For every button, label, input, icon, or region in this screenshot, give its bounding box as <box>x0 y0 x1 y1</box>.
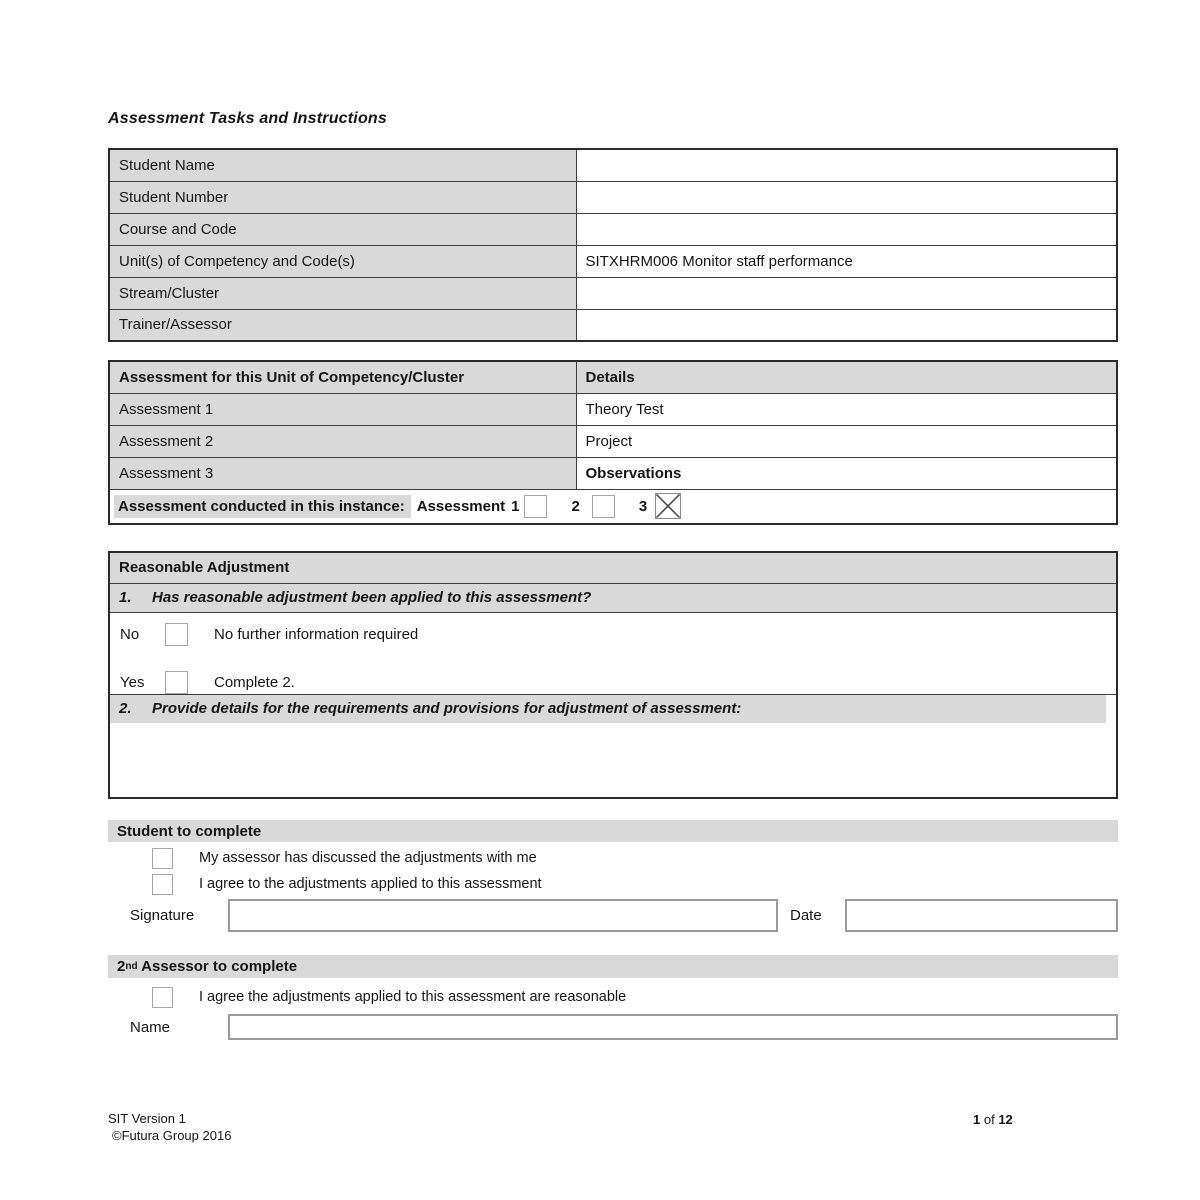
assessor-title-prefix: 2 <box>117 958 126 975</box>
assessment-3-checkbox-checked[interactable] <box>655 493 681 519</box>
student-checkbox-row-2 <box>108 872 1118 896</box>
conducted-option-1-number: 1 <box>511 497 520 515</box>
agree-adjustments-text: I agree to the adjustments applied to this assessment <box>199 876 542 892</box>
reasonable-adjustment-table <box>108 551 1118 799</box>
question-1-text: Has reasonable adjustment been applied to this assessment? <box>152 589 592 606</box>
assessment-1-label: Assessment 1 <box>109 393 576 425</box>
footer-page-of: of <box>980 1112 999 1127</box>
table-row <box>109 612 1117 694</box>
stream-cluster-field[interactable] <box>576 277 1117 309</box>
table-row <box>109 457 1117 489</box>
signature-input[interactable] <box>228 899 778 932</box>
no-option-text: No further information required <box>214 625 419 643</box>
assessment-table <box>108 360 1118 525</box>
question-1-line <box>119 589 1108 606</box>
trainer-assessor-label: Trainer/Assessor <box>109 309 576 341</box>
no-label: No <box>120 625 140 643</box>
student-number-field[interactable] <box>576 181 1117 213</box>
assessor-discussed-text: My assessor has discussed the adjustments with me <box>199 850 537 866</box>
student-info-table <box>108 148 1118 342</box>
assessment-2-label: Assessment 2 <box>109 425 576 457</box>
no-option-row <box>110 623 1116 646</box>
table-header-row <box>109 552 1117 583</box>
table-row <box>109 583 1117 612</box>
assessor-agree-checkbox[interactable] <box>152 987 173 1008</box>
date-input[interactable] <box>845 899 1118 932</box>
conducted-option-2-number: 2 <box>571 497 580 515</box>
footer-version: SIT Version 1 <box>108 1111 186 1126</box>
footer-page-total: 12 <box>998 1112 1013 1127</box>
no-checkbox[interactable] <box>165 623 188 646</box>
question-2-text: Provide details for the requirements and provisions for adjustment of assessment: <box>152 700 742 717</box>
stream-cluster-label: Stream/Cluster <box>109 277 576 309</box>
conducted-option-3-number: 3 <box>638 497 648 515</box>
assessor-discussed-checkbox[interactable] <box>152 848 173 869</box>
name-label: Name <box>130 1018 171 1036</box>
question-2-line <box>119 700 741 717</box>
question-2-band <box>110 695 1106 723</box>
student-checkbox-row-1 <box>108 846 1118 870</box>
yes-label: Yes <box>120 673 145 691</box>
conducted-prefix: Assessment <box>416 497 506 515</box>
student-number-label: Student Number <box>109 181 576 213</box>
table-row <box>109 277 1117 309</box>
assessment-1-checkbox[interactable] <box>524 495 547 518</box>
table-row <box>109 245 1117 277</box>
name-row <box>108 1014 1118 1040</box>
footer-copyright: ©Futura Group 2016 <box>112 1128 232 1143</box>
student-to-complete-header: Student to complete <box>108 820 1118 842</box>
agree-adjustments-checkbox[interactable] <box>152 874 173 895</box>
trainer-assessor-field[interactable] <box>576 309 1117 341</box>
assessment-conducted-row <box>114 493 1108 519</box>
student-name-field[interactable] <box>576 149 1117 181</box>
document-page <box>108 0 1118 1040</box>
table-row <box>109 425 1117 457</box>
assessment-header-col2: Details <box>576 361 1117 393</box>
assessor-agree-text: I agree the adjustments applied to this assessment are reasonable <box>199 989 627 1005</box>
x-mark-icon <box>656 494 680 518</box>
question-1-number: 1. <box>119 589 132 606</box>
conducted-highlight-label: Assessment conducted in this instance: <box>114 495 411 518</box>
assessor-checkbox-row <box>108 985 1118 1009</box>
assessment-header-col1: Assessment for this Unit of Competency/Cluster <box>109 361 576 393</box>
question-2-number: 2. <box>119 700 132 717</box>
page-title: Assessment Tasks and Instructions <box>108 110 387 127</box>
yes-option-row <box>110 671 1116 694</box>
name-input[interactable] <box>228 1014 1118 1040</box>
course-code-label: Course and Code <box>109 213 576 245</box>
assessor-title-rest: Assessor to complete <box>137 958 298 975</box>
assessment-2-checkbox[interactable] <box>592 495 615 518</box>
signature-row <box>108 899 1118 932</box>
footer-page-current: 1 <box>973 1112 981 1127</box>
table-row <box>109 694 1117 798</box>
table-row <box>109 393 1117 425</box>
unit-competency-value: SITXHRM006 Monitor staff performance <box>576 245 1117 277</box>
unit-competency-label: Unit(s) of Competency and Code(s) <box>109 245 576 277</box>
signature-label: Signature <box>130 907 195 924</box>
table-row <box>109 213 1117 245</box>
yes-checkbox[interactable] <box>165 671 188 694</box>
second-assessor-header: 2 nd Assessor to complete <box>108 955 1118 978</box>
table-row <box>109 489 1117 524</box>
date-label: Date <box>790 907 822 924</box>
yes-option-text: Complete 2. <box>214 673 295 691</box>
footer-page-number <box>973 1112 1013 1127</box>
table-row <box>109 309 1117 341</box>
table-row <box>109 181 1117 213</box>
table-row <box>109 149 1117 181</box>
course-code-field[interactable] <box>576 213 1117 245</box>
table-header-row <box>109 361 1117 393</box>
assessment-1-value: Theory Test <box>576 393 1117 425</box>
assessment-3-value: Observations <box>576 457 1117 489</box>
reasonable-adjustment-title: Reasonable Adjustment <box>109 552 1117 583</box>
question-2-details-field[interactable] <box>110 723 1116 795</box>
footer-left <box>108 1110 231 1144</box>
assessment-3-label: Assessment 3 <box>109 457 576 489</box>
assessment-2-value: Project <box>576 425 1117 457</box>
student-name-label: Student Name <box>109 149 576 181</box>
